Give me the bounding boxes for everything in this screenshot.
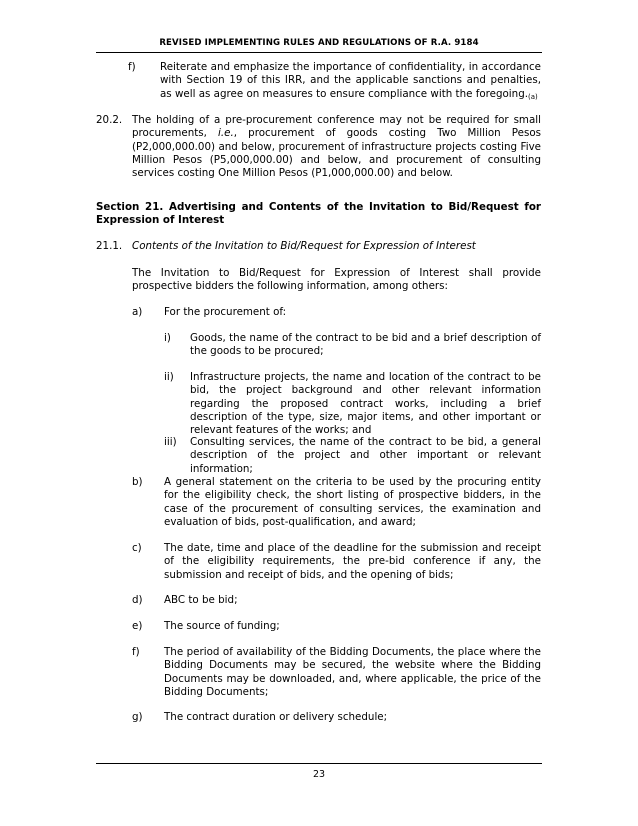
item-c-text: The date, time and place of the deadline for the submission and receipt of the eligibility requirements, the pre-bid conference if any, the submission and receipt of bids, and the opening of bids; bbox=[164, 542, 541, 581]
item-f-top-text bbox=[160, 61, 541, 104]
item-e-text: The source of funding; bbox=[164, 620, 280, 632]
item-label-d: d) bbox=[132, 594, 143, 606]
item-label-c: c) bbox=[132, 542, 142, 554]
section-20-2-ie: i.e. bbox=[218, 127, 234, 140]
item-f-top-body: Reiterate and emphasize the importance of confidentiality, in accordance with Section 19 of this IRR, and the applicable sanctions and penalties, as well as agree on measures to ensure compliance with the foregoing. bbox=[160, 61, 541, 100]
item-a-iii-text: Consulting services, the name of the contract to be bid, a general description of the project and other important or relevant information; bbox=[190, 436, 541, 475]
item-label-f: f) bbox=[132, 646, 140, 658]
item-a-i-text: Goods, the name of the contract to be bid and a brief description of the goods to be procured; bbox=[190, 332, 541, 358]
item-g-text: The contract duration or delivery schedule; bbox=[164, 711, 388, 723]
item-label-a-ii: ii) bbox=[164, 371, 174, 383]
item-a-text: For the procurement of: bbox=[164, 306, 287, 318]
section-number-20-2: 20.2. bbox=[96, 114, 123, 126]
footer-rule bbox=[96, 763, 542, 764]
item-label-a-iii: iii) bbox=[164, 436, 177, 448]
header-rule bbox=[96, 52, 542, 53]
running-header: REVISED IMPLEMENTING RULES AND REGULATIONS OF R.A. 9184 bbox=[159, 38, 479, 48]
section-21-heading: Section 21. Advertising and Contents of the Invitation to Bid/Request for Expression of Interest bbox=[96, 201, 541, 227]
section-20-2-text bbox=[132, 114, 541, 180]
section-21-1-intro: The Invitation to Bid/Request for Expression of Interest shall provide prospective bidders the following information, among others: bbox=[132, 267, 541, 293]
section-20-2-text-a: The holding of a pre-procurement conference may not be required for small procurements, bbox=[132, 114, 541, 140]
item-label-g: g) bbox=[132, 711, 143, 723]
item-label-f-top: f) bbox=[128, 61, 136, 73]
item-label-b: b) bbox=[132, 476, 143, 488]
item-f-top-suffix: (a) bbox=[528, 92, 538, 101]
item-a-ii-text: Infrastructure projects, the name and location of the contract to be bid, the project background and other relevant information regarding the proposed contract works, including a brief description of the type, size, major items, and other important or relevant features of the works; and bbox=[190, 371, 541, 437]
item-b-text: A general statement on the criteria to be used by the procuring entity for the eligibility check, the short listing of prospective bidders, in the case of the procurement of consulting services, the examination and evaluation of bids, post-qualification, and award; bbox=[164, 476, 541, 528]
item-d-text: ABC to be bid; bbox=[164, 594, 238, 606]
page-number: 23 bbox=[312, 769, 326, 780]
section-number-21-1: 21.1. bbox=[96, 240, 123, 252]
item-label-a: a) bbox=[132, 306, 143, 318]
item-f-text: The period of availability of the Bidding Documents, the place where the Bidding Documents may be secured, the website where the Bidding Documents may be downloaded, and, where applicable, the price of the Bidding Documents; bbox=[164, 646, 541, 698]
item-label-a-i: i) bbox=[164, 332, 171, 344]
section-20-2-text-b: , procurement of goods costing Two Million Pesos (P2,000,000.00) and below, procurement of infrastructure projects costing Five Million Pesos (P5,000,000.00) and below, and procurement of consulting services costing One Million Pesos (P1,000,000.00) and below. bbox=[132, 127, 541, 180]
section-21-1-title: Contents of the Invitation to Bid/Request for Expression of Interest bbox=[132, 240, 476, 252]
item-label-e: e) bbox=[132, 620, 143, 632]
